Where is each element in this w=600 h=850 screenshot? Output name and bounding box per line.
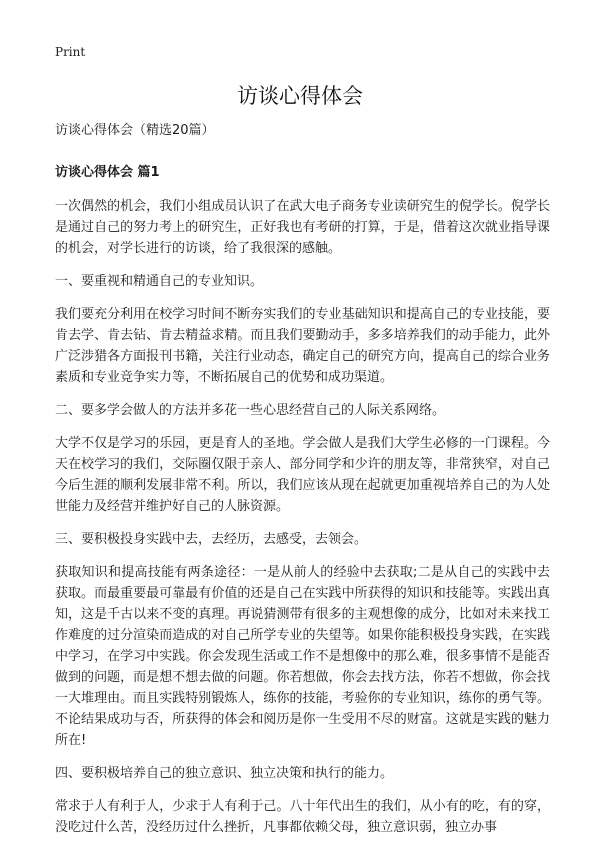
section-heading-4: 四、要积极培养自己的独立意识、独立决策和执行的能力。 <box>55 766 394 781</box>
section-heading-2: 二、要多学会做人的方法并多花一些心思经营自己的人际关系网络。 <box>55 403 446 418</box>
article-subtitle: 访谈心得体会（精选20篇） <box>55 123 215 138</box>
paragraph-3: 获取知识和提高技能有两条途径：一是从前人的经验中去获取;二是从自己的实践中去获取。而最重要最可靠最有价值的还是自己在实践中所获得的知识和技能等。实践出真知，这是千古以来不变的真理。再说猜测带有很多的主观想像的成分，比如对未来找工作难度的过分渲染而造成的对自己所学专业的失望等。如果你能积极投身实践，在实践中学习，在学习中实践。你会发现生活或工作不是想像中的那么难，很多事情不是能否做到的问题，而是想不想去做的问题。你若想做，你会去找方法，你若不想做，你会找一大堆理由。而且实践特别锻炼人，练你的技能，考验你的专业知识，练你的勇气等。不论结果成功与否，所获得的体会和阅历是你一生受用不尽的财富。这就是实践的魅力所在! <box>55 565 550 748</box>
article-heading: 访谈心得体会 篇1 <box>55 165 160 180</box>
print-link[interactable]: Print <box>55 45 86 59</box>
paragraph-2: 大学不仅是学习的乐园，更是育人的圣地。学会做人是我们大学生必修的一门课程。今天在校学习的我们，交际圈仅限于亲人、部分同学和少许的朋友等，非常狭窄，对自己今后生涯的顺利发展非常不利。所以，我们应该从现在起就更加重视培养自己的为人处世能力及经营并维护好自己的人脉资源。 <box>55 436 550 514</box>
paragraph-intro: 一次偶然的机会，我们小组成员认识了在武大电子商务专业读研究生的倪学长。倪学长是通过自己的努力考上的研究生，正好我也有考研的打算，于是，借着这次就业指导课的机会，对学长进行的访谈，给了我很深的感触。 <box>55 199 550 256</box>
paragraph-1: 我们要充分利用在校学习时间不断夯实我们的专业基础知识和提高自己的专业技能，要肯去学、肯去钻、肯去精益求精。而且我们要勤动手，多多培养我们的动手能力，此外广泛涉猎各方面报刊书籍，关注行业动态，确定自己的研究方向，提高自己的综合业务素质和专业竞争实力等，不断拓展自己的优势和成功渠道。 <box>55 307 550 385</box>
page-title: 访谈心得体会 <box>237 84 363 108</box>
paragraph-4: 常求于人有利于人，少求于人有利于己。八十年代出生的我们，从小有的吃，有的穿，没吃过什么苦，没经历过什么挫折，凡事都依赖父母，独立意识弱，独立办事 <box>55 799 550 835</box>
section-heading-1: 一、要重视和精通自己的专业知识。 <box>55 274 264 289</box>
section-heading-3: 三、要积极投身实践中去，去经历，去感受，去领会。 <box>55 532 368 547</box>
article-content <box>55 120 550 850</box>
